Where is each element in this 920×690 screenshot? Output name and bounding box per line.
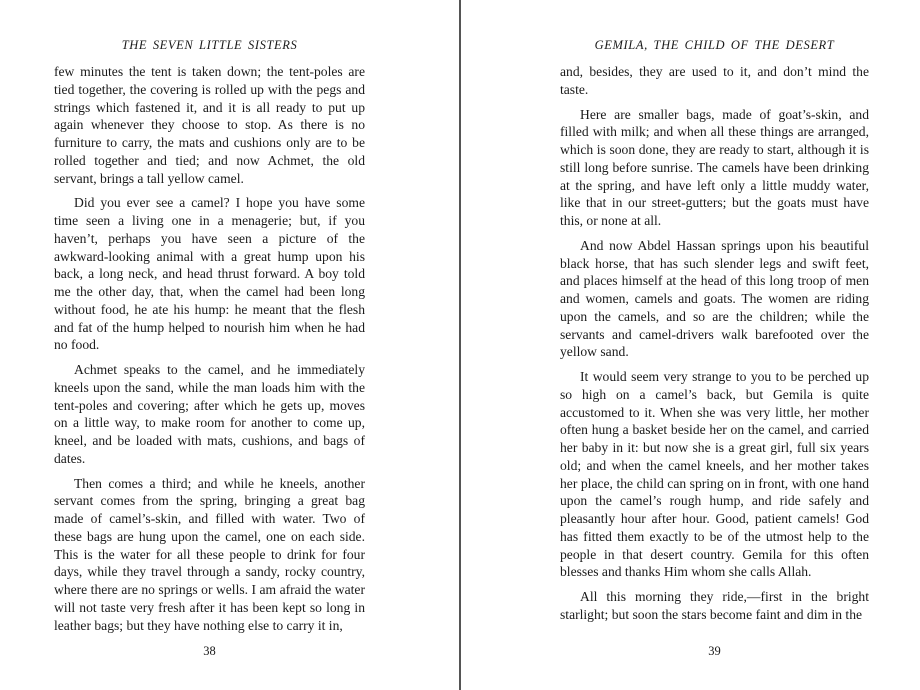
running-head-left: THE SEVEN LITTLE SISTERS (121, 38, 298, 52)
paragraph: And now Abdel Hassan springs upon his beautiful black horse, that has such slender legs and swift feet, and places himself at the head of this long troop of men and women, camels and goats. The women are riding upon the camels, and so are the children; while the servants and camel-drivers walk barefooted over the yellow sand. (560, 237, 869, 360)
paragraph: few minutes the tent is taken down; the tent-poles are tied together, the covering is rolled up with the pegs and strings which fastened it, and it is all ready to put up again whenever they choose to stop. As there is no furniture to carry, the mats and cushions only are to be rolled together and tied; and now Achmet, the old servant, brings a tall yellow camel. (54, 64, 365, 186)
page-number-left: 38 (203, 644, 216, 658)
right-page-body (560, 63, 869, 631)
paragraph: All this morning they ride,—first in the bright starlight; but soon the stars become faint and dim in the (560, 589, 869, 622)
paragraph: and, besides, they are used to it, and don’t mind the taste. (560, 64, 869, 97)
running-head-right: GEMILA, THE CHILD OF THE DESERT (594, 38, 835, 52)
gutter-divider (459, 0, 461, 690)
right-page (560, 0, 869, 690)
paragraph: Then comes a third; and while he kneels, another servant comes from the spring, bringing a great bag made of camel’s-skin, and filled with water. Two of these bags are hung upon the camel, one on each side. This is the water for all these people to drink for four days, while they travel through a sandy, rocky country, where there are no springs or wells. I am afraid the water will not taste very fresh after it has been kept so long in leather bags; but they have nothing else to carry it in, (54, 475, 365, 633)
paragraph: Here are smaller bags, made of goat’s-skin, and filled with milk; and when all these things are arranged, which is soon done, they are ready to start, although it is still long before sunrise. The camels have been drinking at the spring, and have left only a little muddy water, like that in our street-gutters; but the goats must have this, or none at all. (560, 106, 869, 228)
paragraph: Achmet speaks to the camel, and he immediately kneels upon the sand, while the man loads him with the tent-poles and covering; after which he gets up, moves on a little way, to make room for another to come up, kneel, and be loaded with mats, cushions, and bags of dates. (54, 362, 365, 466)
paragraph: Did you ever see a camel? I hope you have some time seen a living one in a menagerie; but, if you haven’t, perhaps you have seen a picture of the awkward-looking animal with a great hump upon his back, a long neck, and head thrust forward. A boy told me the other day, that, when the camel had been long without food, he ate his hump: he meant that the flesh and fat of the hump helped to nourish him when he had no food. (54, 195, 365, 353)
left-page-body (54, 63, 365, 641)
paragraph: It would seem very strange to you to be perched up so high on a camel’s back, but Gemila is quite accustomed to it. When she was very little, her mother often hung a basket beside her on the camel, and carried her baby in it: but now she is a great girl, full six years old; and when the camel kneels, and her mother takes her place, the child can spring on in front, with one hand upon the camel’s rough hump, and ride safely and pleasantly hour after hour. Good, patient camels! God has fitted them exactly to be of the utmost help to the people in that desert country. Gemila for this often blesses and thanks Him whom she calls Allah. (560, 369, 869, 580)
page-number-right: 39 (708, 644, 721, 658)
left-page (54, 0, 365, 690)
